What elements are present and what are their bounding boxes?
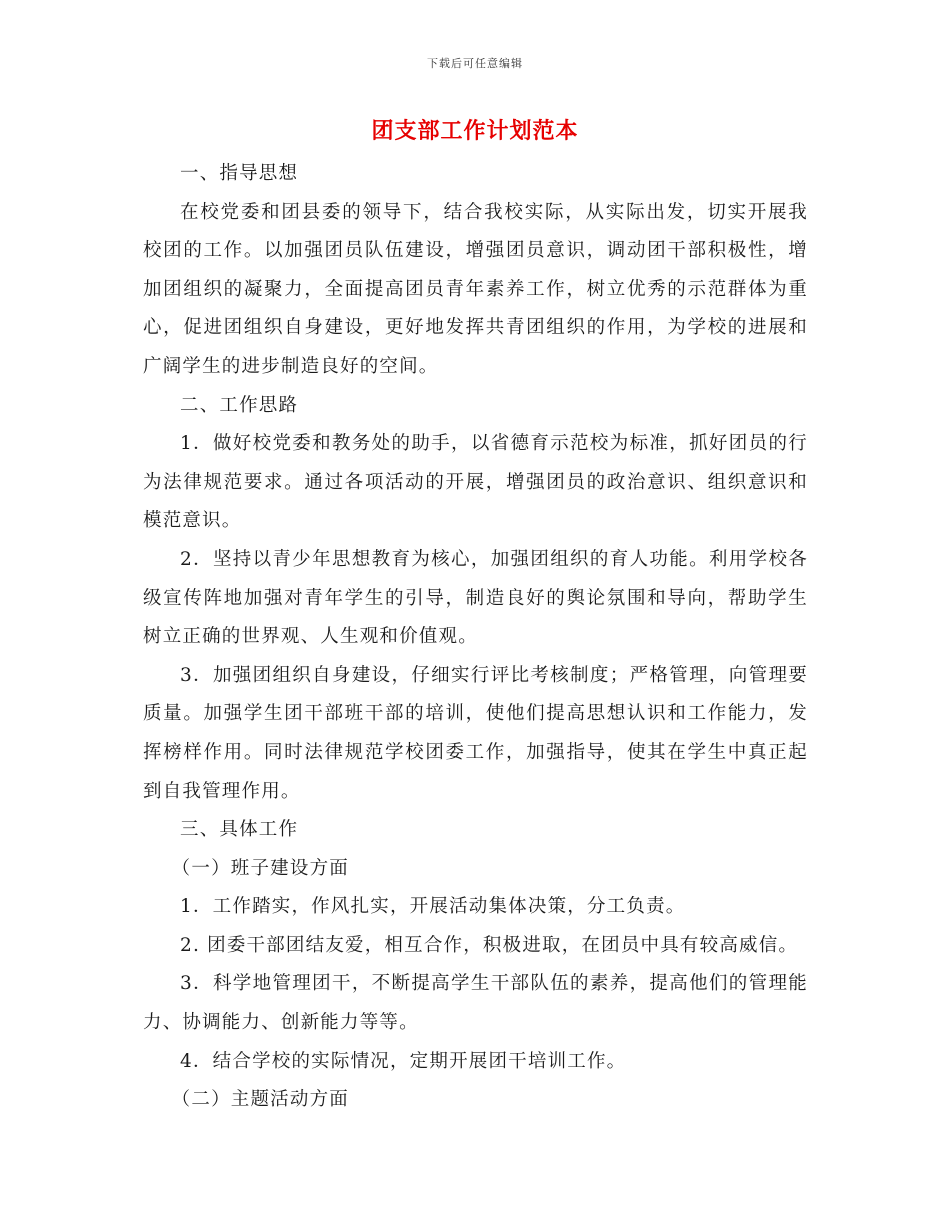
paragraph-work-approach-1: 1．做好校党委和教务处的助手，以省德育示范校为标准，抓好团员的行为法律规范要求。通过各项活动的开展，增强团员的政治意识、组织意识和模范意识。 — [143, 433, 808, 532]
section-heading-specific-work: 三、具体工作 — [180, 819, 299, 841]
paragraph-work-approach-3: 3．加强团组织自身建设，仔细实行评比考核制度；严格管理，向管理要质量。加强学生团干部班干部的培训，使他们提高思想认识和工作能力，发挥榜样作用。同时法律规范学校团委工作，加强指导，使其在学生中真正起到自我管理作用。 — [143, 664, 808, 802]
list-item-team-building-1: 1．工作踏实，作风扎实，开展活动集体决策，分工负责。 — [180, 896, 686, 918]
paragraph-work-approach-2: 2．坚持以青少年思想教育为核心，加强团组织的育人功能。利用学校各级宣传阵地加强对青年学生的引导，制造良好的舆论氛围和导向，帮助学生树立正确的世界观、人生观和价值观。 — [143, 548, 808, 648]
page-header-note: 下载后可任意编辑 — [427, 57, 523, 70]
section-heading-work-approach: 二、工作思路 — [180, 394, 299, 416]
subsection-heading-team-building: （一）班子建设方面 — [171, 857, 349, 879]
list-item-team-building-3: 3．科学地管理团干，不断提高学生干部队伍的素养，提高他们的管理能力、协调能力、创新能力等等。 — [143, 973, 808, 1034]
document-title: 团支部工作计划范本 — [371, 118, 579, 144]
paragraph-guiding-ideology: 在校党委和团县委的领导下，结合我校实际，从实际出发，切实开展我校团的工作。以加强团员队伍建设，增强团员意识，调动团干部积极性，增加团组织的凝聚力，全面提高团员青年素养工作，树立优秀的示范群体为重心，促进团组织自身建设，更好地发挥共青团组织的作用，为学校的进展和广阔学生的进步制造良好的空间。 — [143, 201, 808, 377]
list-item-team-building-2: 2. 团委干部团结友爱，相互合作，积极进取，在团员中具有较高威信。 — [180, 934, 799, 956]
list-item-team-building-4: 4．结合学校的实际情况，定期开展团干培训工作。 — [180, 1050, 627, 1072]
document-body — [143, 155, 808, 1120]
section-heading-guiding-ideology: 一、指导思想 — [180, 163, 299, 184]
subsection-heading-themed-activities: （二）主题活动方面 — [171, 1089, 349, 1111]
